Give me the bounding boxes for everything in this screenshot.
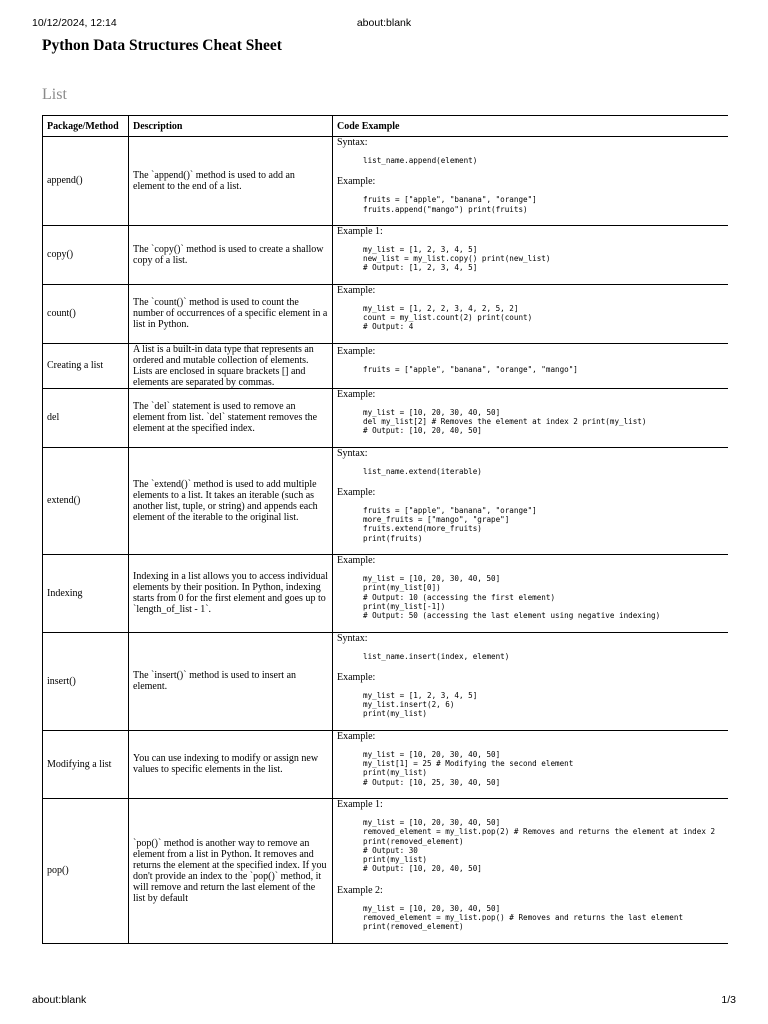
print-footer — [32, 994, 736, 1008]
example-label: Syntax: — [337, 632, 368, 644]
example-label: Example: — [337, 388, 376, 400]
section-heading: List — [42, 86, 67, 103]
table-container — [42, 115, 728, 988]
method-description: The `insert()` method is used to insert an element. — [129, 632, 333, 730]
method-description: Indexing in a list allows you to access individual elements by their position. In Python, indexing starts from 0 for the first element and goes up to `length_of_list - 1`. — [129, 555, 333, 632]
method-name: del — [43, 388, 129, 447]
column-header-method: Package/Method — [43, 116, 129, 137]
example-label: Example: — [337, 486, 376, 498]
method-description: The `append()` method is used to add an element to the end of a list. — [129, 137, 333, 226]
code-snippet: my_list = [10, 20, 30, 40, 50] my_list[1] = 25 # Modifying the second element print(my_list) # Output: [10, 25, 30, 40, 50] — [363, 749, 574, 787]
example-label: Example 2: — [337, 884, 383, 896]
method-description: A list is a built-in data type that represents an ordered and mutable collection of elements. Lists are enclosed in square brackets [] and elements are separated by commas. — [129, 343, 333, 388]
method-description: The `copy()` method is used to create a shallow copy of a list. — [129, 225, 333, 284]
table-row — [43, 632, 729, 730]
code-snippet: my_list = [1, 2, 3, 4, 5] new_list = my_list.copy() print(new_list) # Output: [1, 2, 3, 4, 5] — [363, 244, 551, 273]
method-name: Modifying a list — [43, 730, 129, 798]
example-label: Syntax: — [337, 447, 368, 459]
table-row — [43, 447, 729, 554]
code-snippet: fruits = ["apple", "banana", "orange", "mango"] — [363, 365, 578, 375]
example-label: Example 1: — [337, 225, 383, 237]
table-row — [43, 730, 729, 798]
method-description: The `extend()` method is used to add multiple elements to a list. It takes an iterable (such as another list, tuple, or string) and appends each element of the iterable to the original list. — [129, 447, 333, 554]
method-description: `pop()` method is another way to remove an element from a list in Python. It removes and returns the element at the specified index. If you don't provide an index to the `pop()` method, it will remove and return the last element of the list by default — [129, 798, 333, 943]
cheat-sheet-table — [42, 115, 728, 944]
code-example-cell — [333, 555, 729, 632]
example-label: Syntax: — [337, 137, 368, 148]
code-snippet: my_list = [10, 20, 30, 40, 50] print(my_list[0]) # Output: 10 (accessing the first element) print(my_list[-1]) # Output: 50 (accessing the last element using negative indexing) — [363, 574, 661, 621]
footer-url: about:blank — [32, 994, 87, 1006]
method-name: extend() — [43, 447, 129, 554]
method-name: append() — [43, 137, 129, 226]
column-header-code: Code Example — [333, 116, 729, 137]
code-example-cell — [333, 225, 729, 284]
method-description: You can use indexing to modify or assign new values to specific elements in the list. — [129, 730, 333, 798]
method-description: The `del` statement is used to remove an element from list. `del` statement removes the element at the specified index. — [129, 388, 333, 447]
method-name: insert() — [43, 632, 129, 730]
example-label: Example: — [337, 284, 376, 296]
method-name: pop() — [43, 798, 129, 943]
print-url: about:blank — [356, 17, 412, 29]
code-snippet: fruits = ["apple", "banana", "orange"] fruits.append("mango") print(fruits) — [363, 195, 537, 214]
code-example-cell — [333, 447, 729, 554]
code-snippet: my_list = [10, 20, 30, 40, 50] removed_element = my_list.pop(2) # Removes and returns the element at index 2 print(removed_element) # Output: 30 print(my_list) # Output: [10, 20, 40, 50] — [363, 817, 716, 874]
code-example-cell — [333, 798, 729, 943]
table-row — [43, 225, 729, 284]
table-row — [43, 284, 729, 343]
code-snippet: my_list = [1, 2, 2, 3, 4, 2, 5, 2] count = my_list.count(2) print(count) # Output: 4 — [363, 303, 533, 332]
code-example-cell — [333, 343, 729, 388]
example-label: Example: — [337, 730, 376, 742]
table-row — [43, 555, 729, 632]
example-label: Example: — [337, 346, 376, 358]
example-label: Example: — [337, 671, 376, 683]
example-label: Example: — [337, 176, 376, 188]
code-example-cell — [333, 730, 729, 798]
table-header-row — [43, 116, 729, 137]
column-header-description: Description — [129, 116, 333, 137]
code-example-cell — [333, 284, 729, 343]
code-example-cell — [333, 137, 729, 226]
example-label: Example 1: — [337, 798, 383, 810]
code-snippet: my_list = [10, 20, 30, 40, 50] del my_list[2] # Removes the element at index 2 print(my_list) # Output: [10, 20, 40, 50] — [363, 407, 647, 436]
table-row — [43, 343, 729, 388]
method-name: copy() — [43, 225, 129, 284]
print-date: 10/12/2024, 12:14 — [32, 17, 117, 29]
method-name: Creating a list — [43, 343, 129, 388]
code-example-cell — [333, 632, 729, 730]
code-snippet: list_name.extend(iterable) — [363, 466, 482, 476]
table-row — [43, 137, 729, 226]
table-row — [43, 388, 729, 447]
method-description: The `count()` method is used to count the number of occurrences of a specific element in a list in Python. — [129, 284, 333, 343]
code-snippet: list_name.insert(index, element) — [363, 651, 510, 661]
document-title: Python Data Structures Cheat Sheet — [42, 37, 282, 54]
code-snippet: my_list = [10, 20, 30, 40, 50] removed_element = my_list.pop() # Removes and returns the last element print(removed_element) — [363, 903, 684, 932]
code-snippet: my_list = [1, 2, 3, 4, 5] my_list.insert(2, 6) print(my_list) — [363, 690, 478, 719]
method-name: Indexing — [43, 555, 129, 632]
method-name: count() — [43, 284, 129, 343]
code-snippet: list_name.append(element) — [363, 156, 478, 165]
print-header — [32, 17, 736, 31]
page-number: 1/3 — [721, 994, 736, 1006]
code-snippet: fruits = ["apple", "banana", "orange"] more_fruits = ["mango", "grape"] fruits.extend(more_fruits) print(fruits) — [363, 505, 537, 543]
code-example-cell — [333, 388, 729, 447]
example-label: Example: — [337, 555, 376, 567]
table-row — [43, 798, 729, 943]
